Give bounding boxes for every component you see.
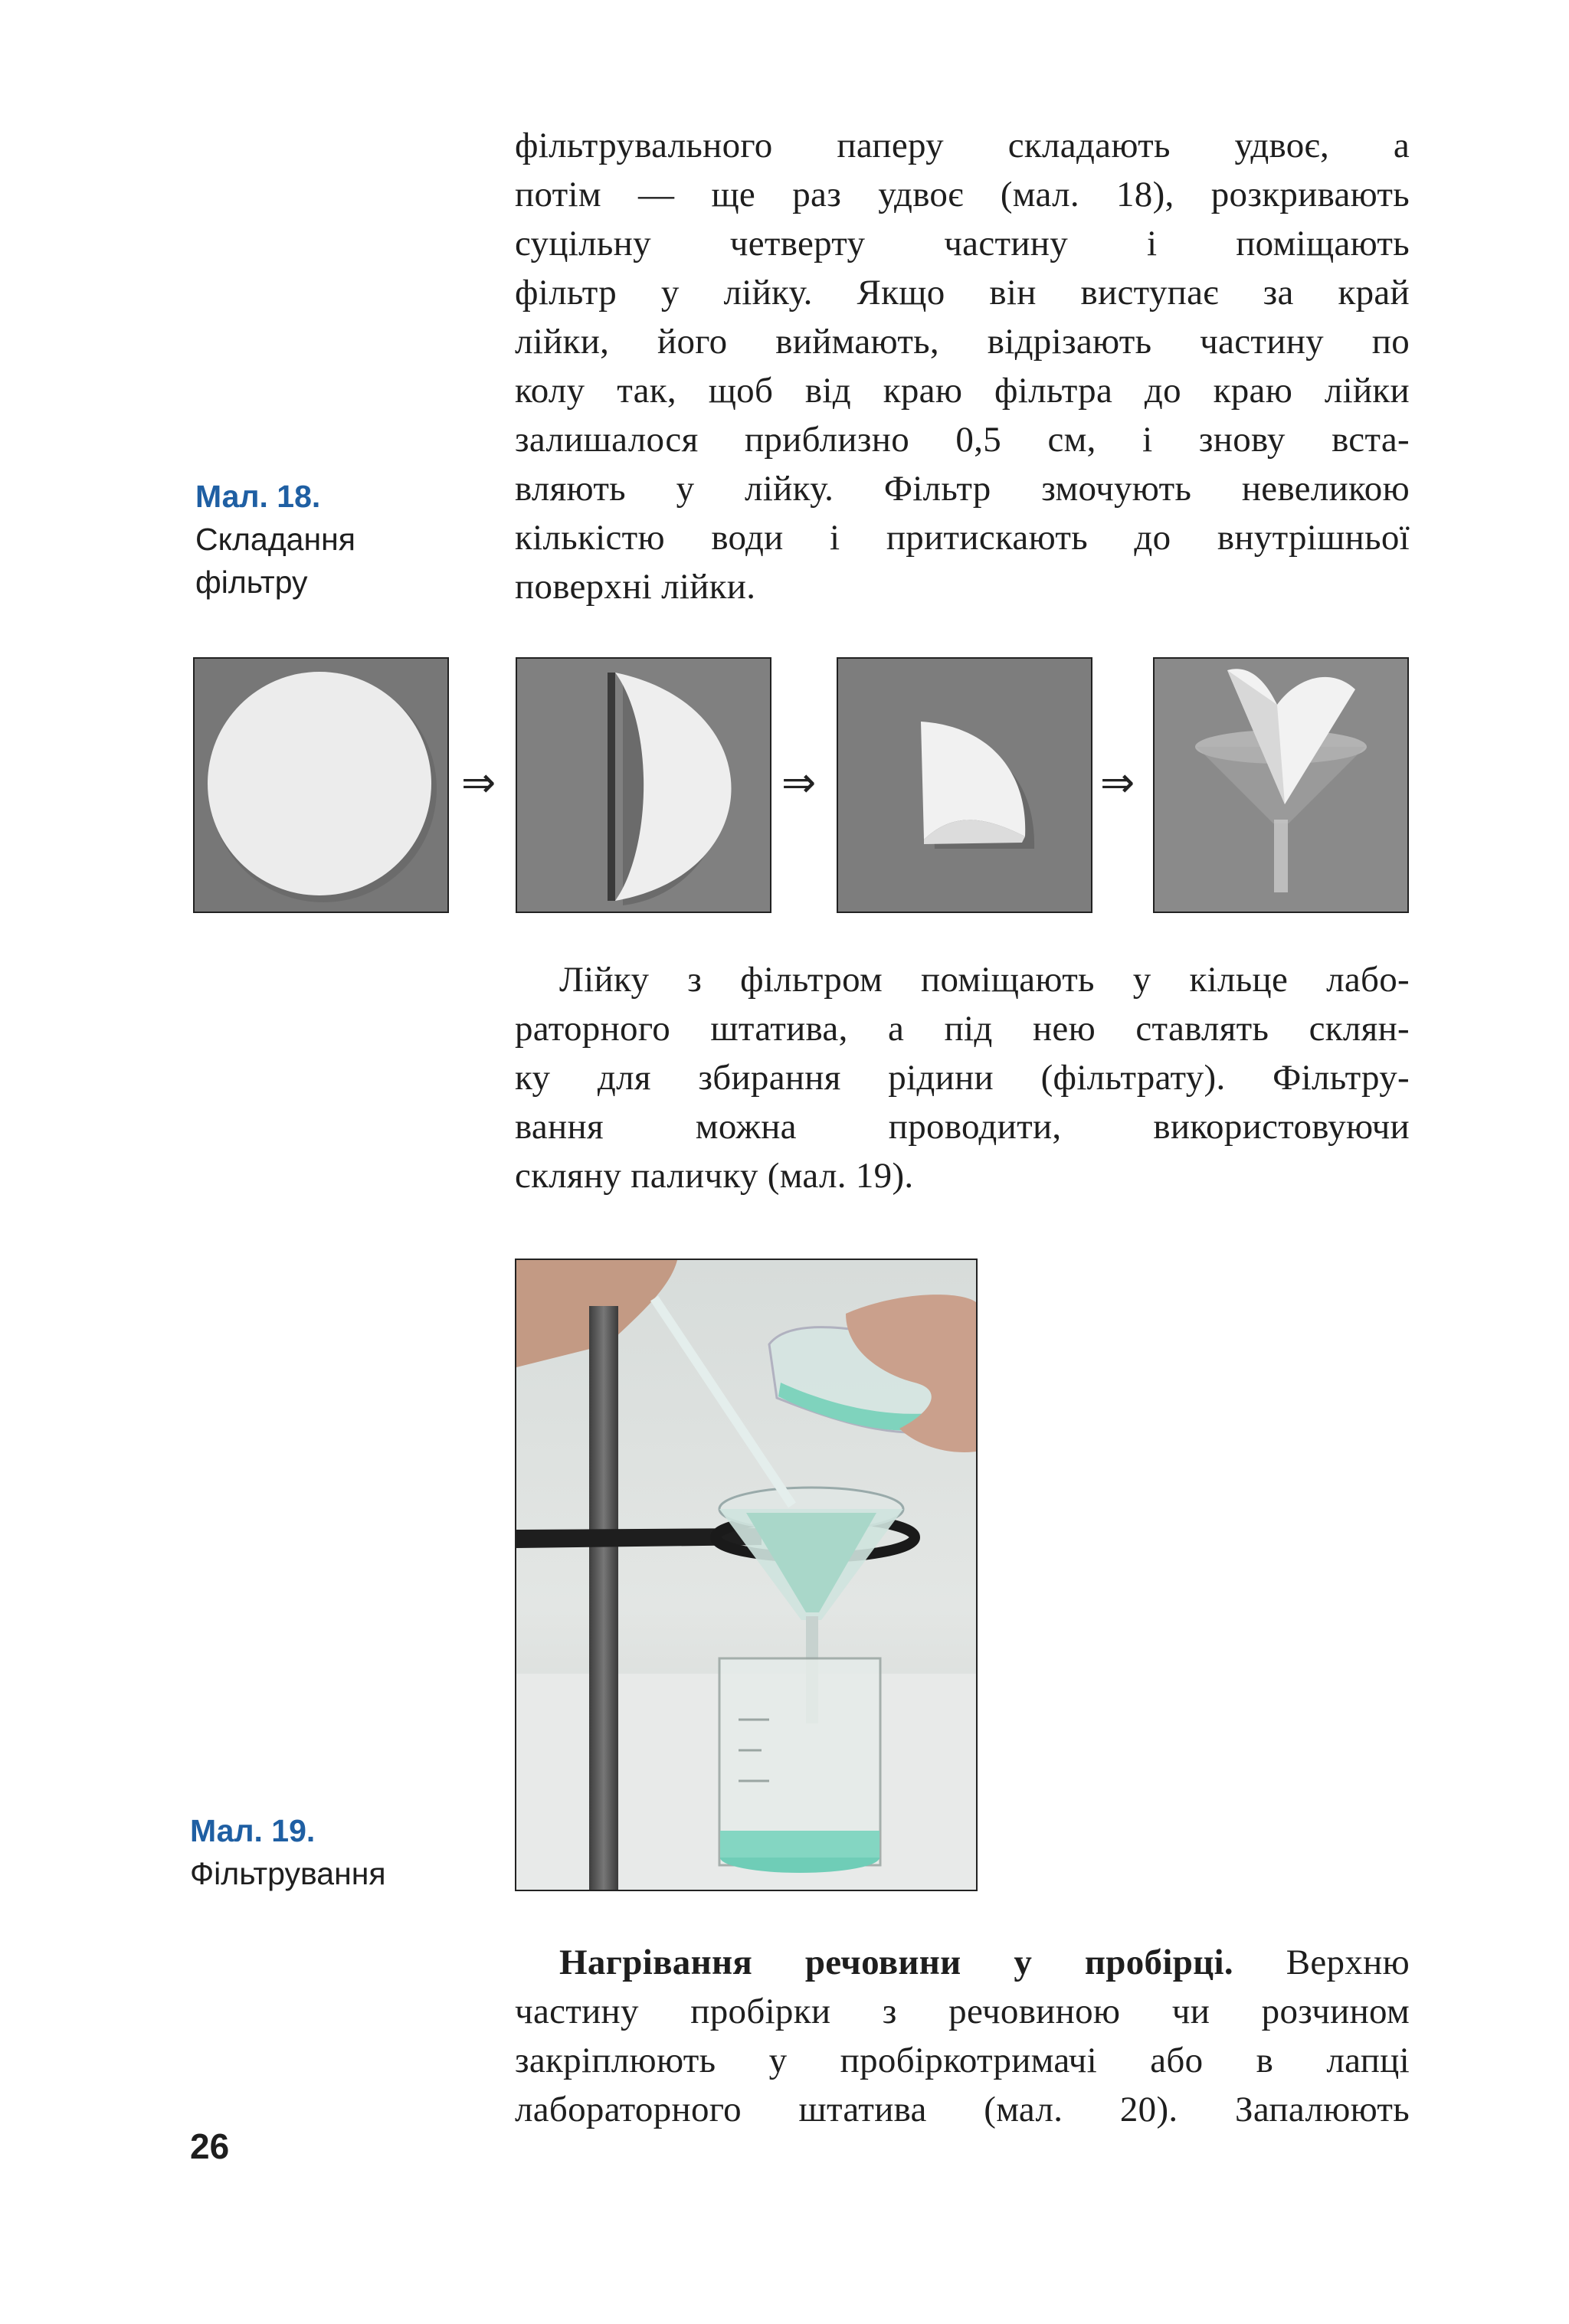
paragraph-heating-in-test-tube [515, 1938, 1410, 2134]
figure-18-caption-line: фільтру [195, 565, 308, 600]
text-line: вляють у лійку. Фільтр змочують невеликою [515, 469, 1410, 509]
filter-in-funnel-photo [1153, 657, 1409, 913]
text-fragment: Верхню [1233, 1943, 1410, 1982]
filter-paper-quarter-fold-photo [837, 657, 1092, 913]
text-line: фільтрувального паперу складають удвоє, а [515, 126, 1410, 165]
text-line [515, 1938, 1410, 1987]
text-line: потім — ще раз удвоє (мал. 18), розкривають [515, 175, 1410, 214]
text-line: скляну паличку (мал. 19). [515, 1156, 914, 1196]
figure-18-caption [195, 475, 355, 604]
filtration-photo [515, 1259, 978, 1891]
figure-18-caption-line: Складання [195, 522, 355, 557]
text-line: лійки, його виймають, відрізають частину по [515, 322, 1410, 362]
filter-paper-half-fold-photo [516, 657, 771, 913]
text-line: колу так, щоб від краю фільтра до краю лійки [515, 371, 1410, 411]
page-number: 26 [190, 2126, 230, 2166]
text-line: раторного штатива, а під нею ставлять склян- [515, 1009, 1410, 1049]
text-line: закріплюють у пробіркотримачі або в лапці [515, 2041, 1410, 2080]
figure-19-caption [190, 1809, 386, 1895]
arrow-icon: ⇒ [781, 758, 817, 807]
filter-paper-circle-photo [193, 657, 449, 913]
text-line: фільтр у лійку. Якщо він виступає за край [515, 273, 1410, 313]
paragraph-funnel-setup [515, 955, 1410, 1200]
figure-19-caption-line: Фільтрування [190, 1856, 386, 1891]
text-line: кількістю води і притискають до внутрішньої [515, 518, 1410, 558]
figure-18-number: Мал. 18. [195, 479, 321, 514]
text-line: залишалося приблизно 0,5 см, і знову вста- [515, 420, 1410, 460]
arrow-icon: ⇒ [461, 758, 496, 807]
arrow-icon: ⇒ [1100, 758, 1135, 807]
text-line: частину пробірки з речовиною чи розчином [515, 1992, 1410, 2031]
text-line: Лійку з фільтром поміщають у кільце лабо- [559, 960, 1410, 1000]
text-line: поверхні лійки. [515, 567, 756, 607]
text-line: лабораторного штатива (мал. 20). Запалюють [515, 2090, 1410, 2129]
text-line: вання можна проводити, використовуючи [515, 1107, 1410, 1147]
figure-19-number: Мал. 19. [190, 1813, 316, 1848]
paragraph-filter-folding [515, 121, 1410, 611]
section-heading: Нагрівання речовини у пробірці. [559, 1943, 1233, 1982]
text-line: суцільну четверту частину і поміщають [515, 224, 1410, 263]
text-line: ку для збирання рідини (фільтрату). Фільтру- [515, 1058, 1410, 1098]
